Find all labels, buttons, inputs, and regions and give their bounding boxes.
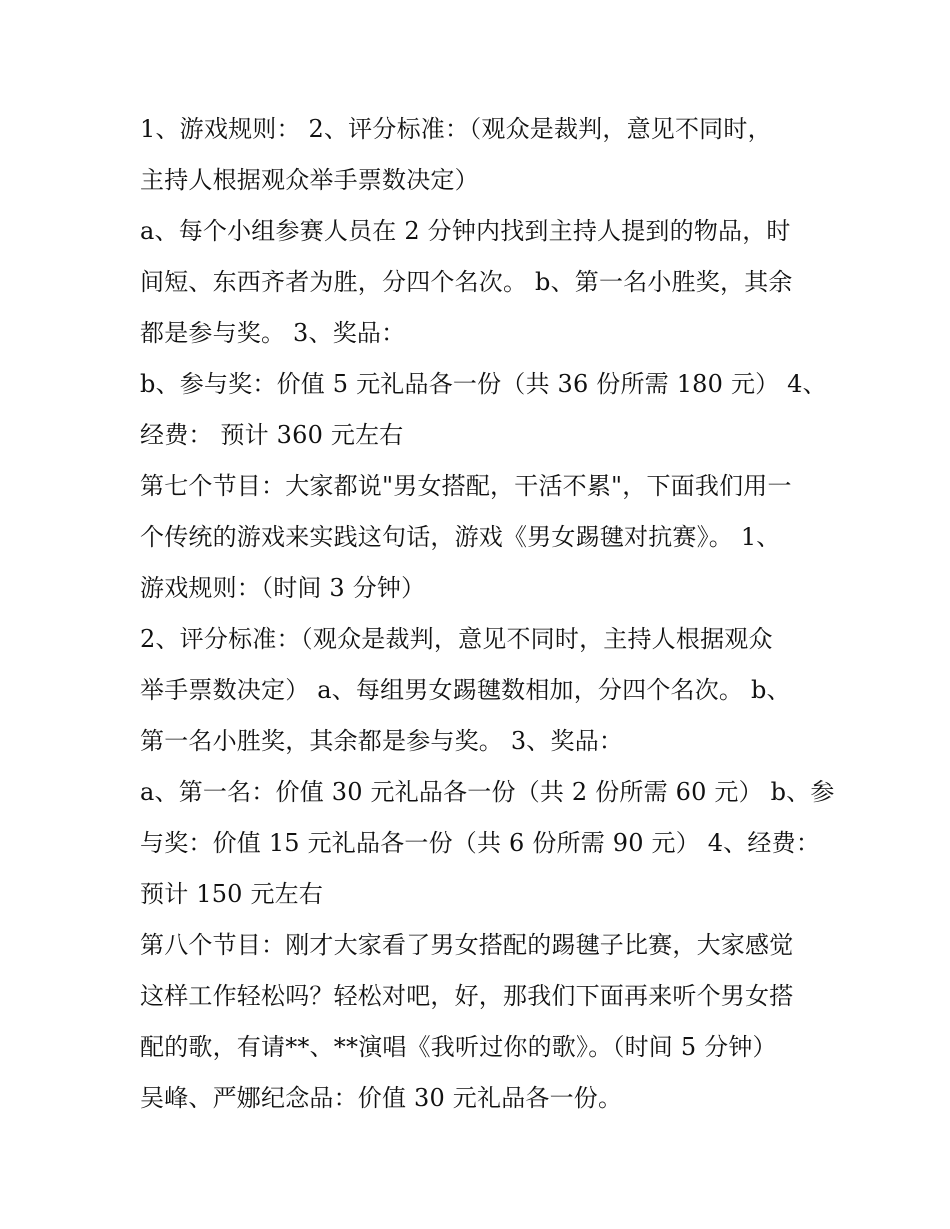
text-line: 配的歌，有请**、**演唱《我听过你的歌》。（时间 5 分钟） [140, 1033, 777, 1061]
text-line: 这样工作轻松吗？轻松对吧，好，那我们下面再来听个男女搭 [140, 982, 794, 1010]
text-line: 2、评分标准：（观众是裁判，意见不同时，主持人根据观众 [140, 625, 773, 653]
text-line: 预计 150 元左右 [140, 880, 324, 908]
text-line: 1、游戏规则： 2、评分标准：（观众是裁判，意见不同时， [140, 115, 772, 143]
text-line: 吴峰、严娜纪念品：价值 30 元礼品各一份。 [140, 1084, 623, 1112]
text-line: 个传统的游戏来实践这句话，游戏《男女踢毽对抗赛》。 1、 [140, 523, 781, 551]
document-body [140, 104, 835, 1124]
text-line: 第七个节目：大家都说"男女搭配，干活不累"，下面我们用一 [140, 472, 792, 500]
text-line: 都是参与奖。 3、奖品： [140, 319, 406, 347]
text-line: 与奖：价值 15 元礼品各一份（共 6 份所需 90 元） 4、经费： [140, 829, 821, 857]
text-line: b、参与奖：价值 5 元礼品各一份（共 36 份所需 180 元） 4、 [140, 370, 827, 398]
text-line: 经费： 预计 360 元左右 [140, 421, 404, 449]
text-line: 第一名小胜奖，其余都是参与奖。 3、奖品： [140, 727, 624, 755]
text-line: 第八个节目：刚才大家看了男女搭配的踢毽子比赛，大家感觉 [140, 931, 794, 959]
text-line: a、每个小组参赛人员在 2 分钟内找到主持人提到的物品，时 [140, 217, 791, 245]
text-line: 主持人根据观众举手票数决定） [140, 166, 479, 194]
text-line: 游戏规则：（时间 3 分钟） [140, 574, 426, 602]
text-line: 举手票数决定） a、每组男女踢毽数相加，分四个名次。 b、 [140, 676, 791, 704]
text-line: 间短、东西齐者为胜，分四个名次。 b、第一名小胜奖，其余 [140, 268, 793, 296]
text-line: a、第一名：价值 30 元礼品各一份（共 2 份所需 60 元） b、参 [140, 778, 835, 806]
